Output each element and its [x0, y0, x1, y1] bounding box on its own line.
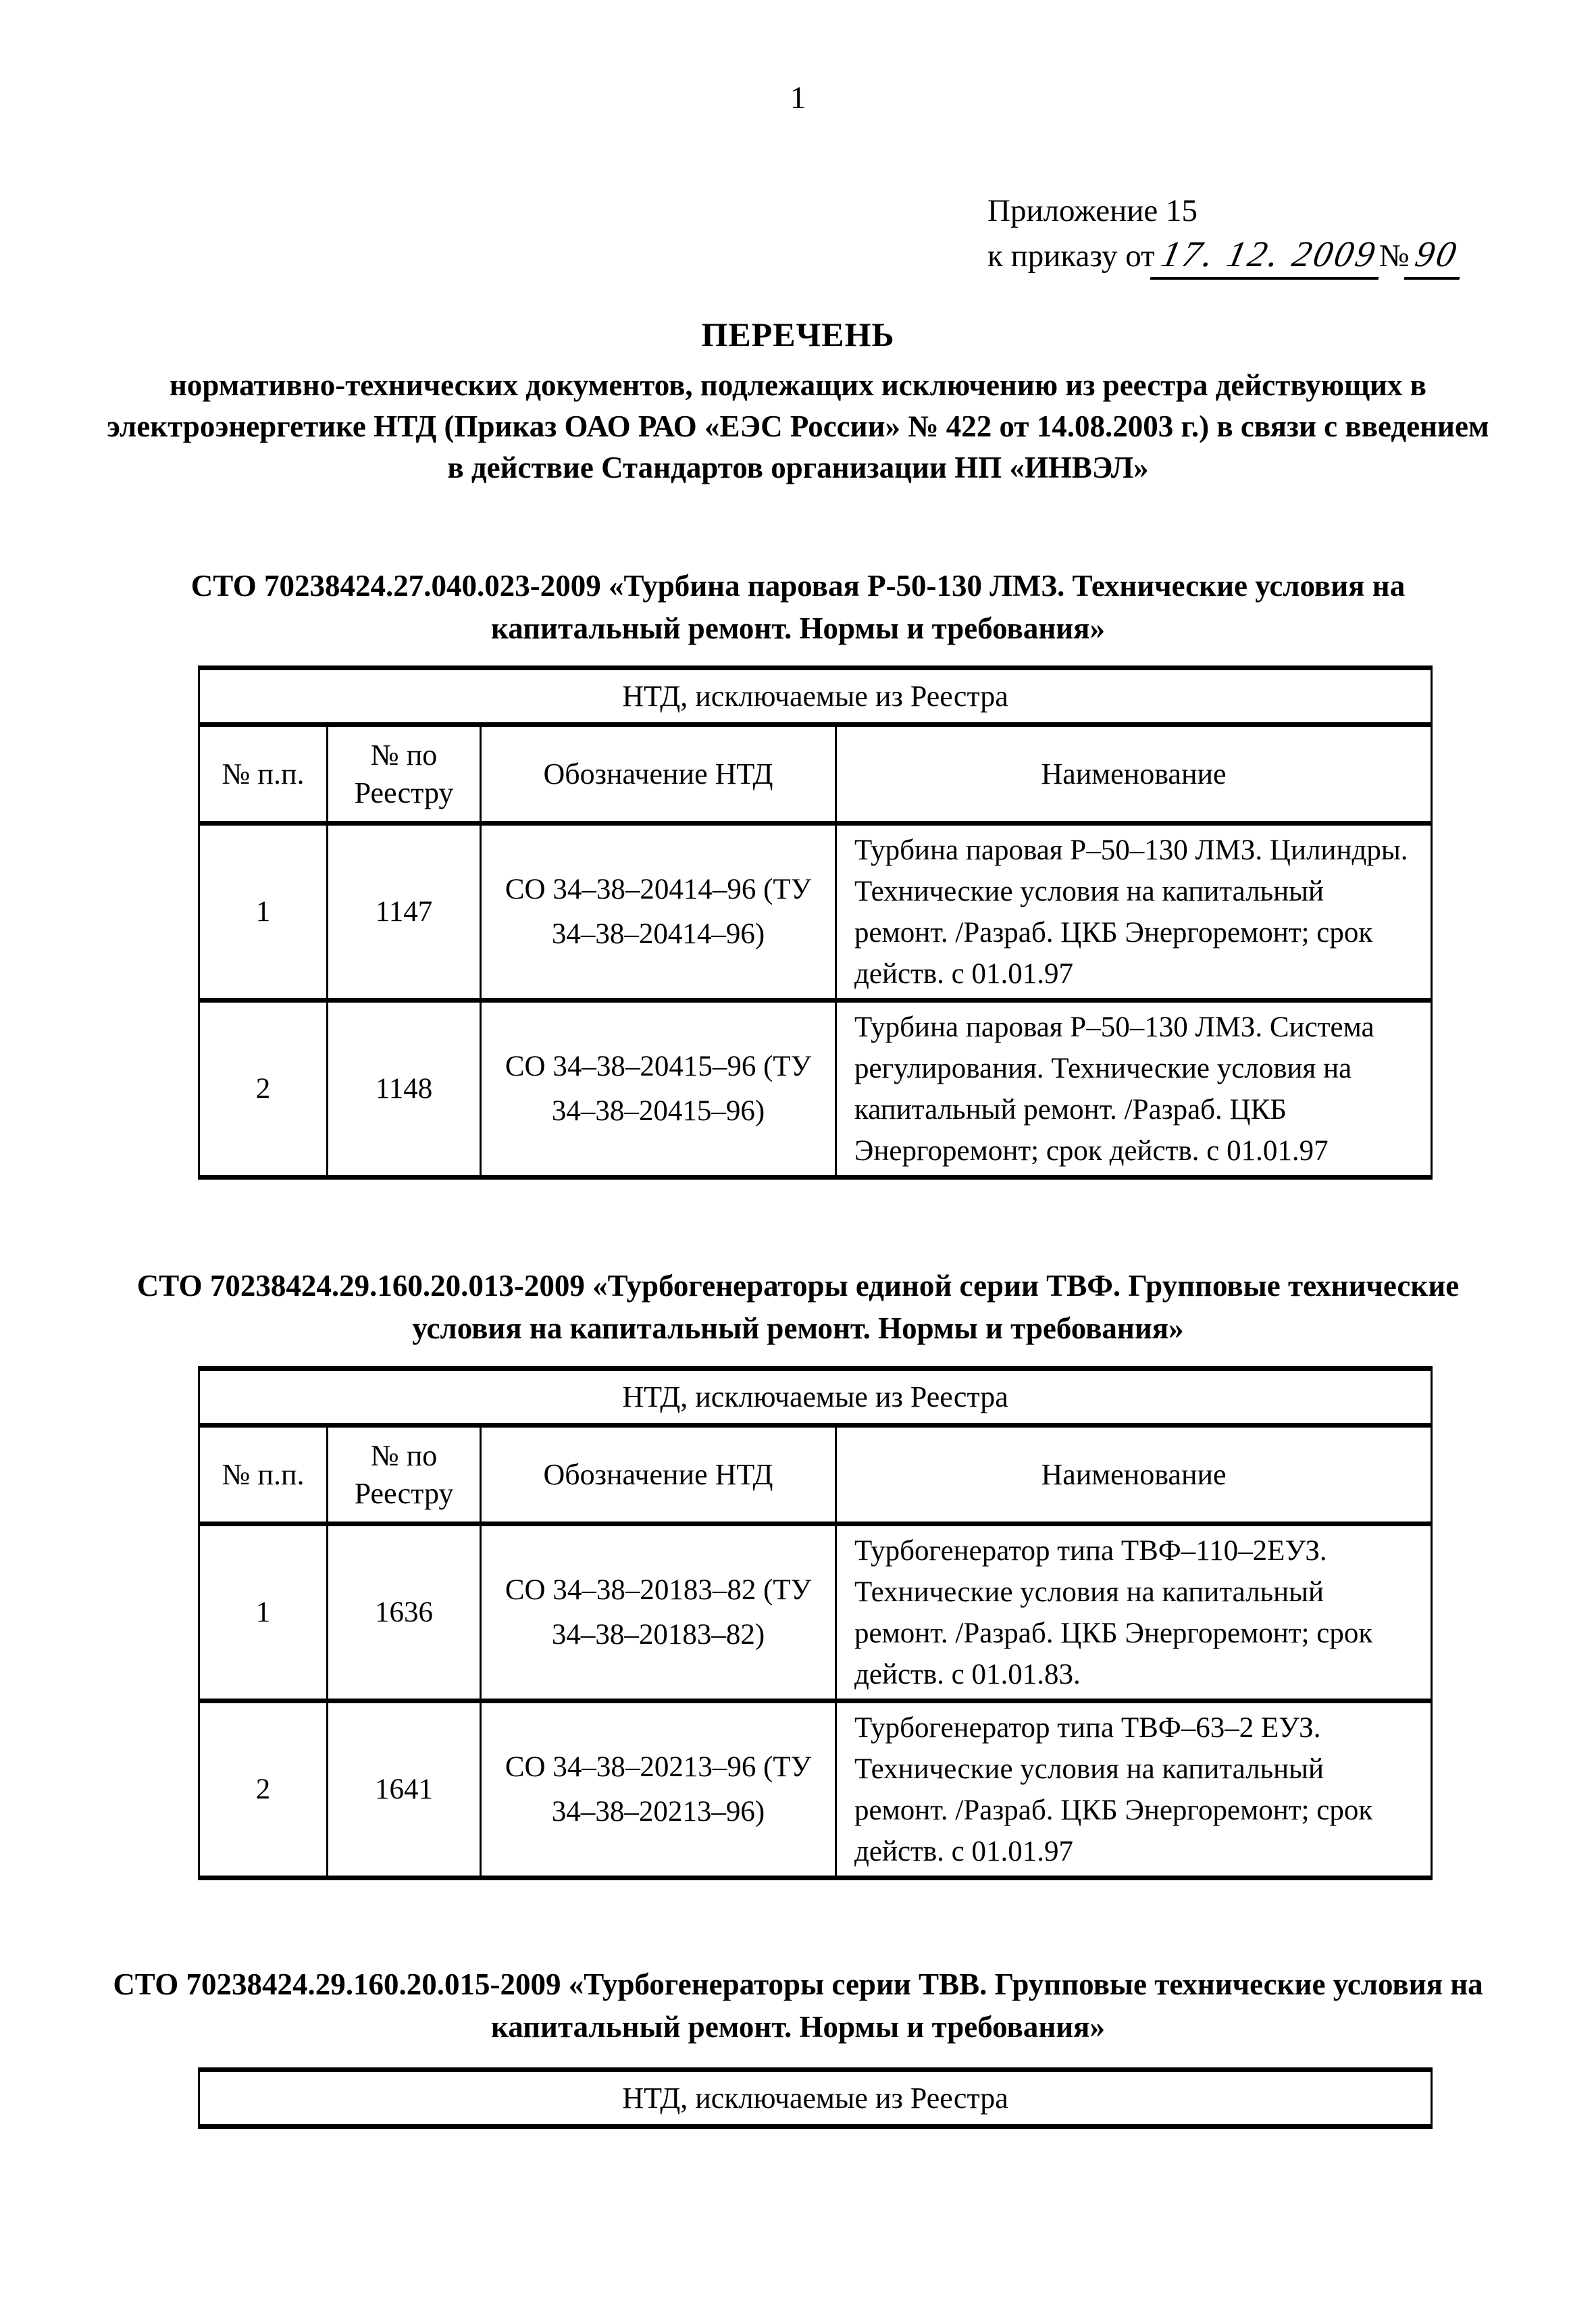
cell-designation: СО 34–38–20414–96 (ТУ 34–38–20414–96) [481, 824, 836, 1001]
annotation-line2 [987, 232, 1464, 280]
ntd-table-3 [198, 2067, 1433, 2129]
col-header-registry: № по Реестру [328, 725, 481, 824]
cell-name: Турбогенератор типа ТВФ–63–2 ЕУЗ. Технические условия на капитальный ремонт. /Разраб. ЦКБ Энергоремонт; срок действ. с 01.01.97 [836, 1701, 1432, 1878]
cell-name: Турбина паровая Р–50–130 ЛМЗ. Система регулирования. Технические условия на капитальный ремонт. /Разраб. ЦКБ Энергоремонт; срок действ. с 01.01.97 [836, 1001, 1432, 1178]
cell-num: 1 [199, 824, 328, 1001]
ntd-table-2 [198, 1366, 1433, 1880]
section-heading-2: СТО 70238424.29.160.20.013-2009 «Турбогенераторы единой серии ТВФ. Групповые технические условия на капитальный ремонт. Нормы и требования» [136, 1269, 1460, 1345]
col-header-num: № п.п. [199, 1426, 328, 1524]
col-header-designation: Обозначение НТД [481, 1426, 836, 1524]
table-row [199, 1524, 1432, 1701]
annotation-block [987, 189, 1464, 280]
cell-name: Турбогенератор типа ТВФ–110–2ЕУЗ. Технические условия на капитальный ремонт. /Разраб. ЦКБ Энергоремонт; срок действ. с 01.01.83. [836, 1524, 1432, 1701]
section-heading-3: СТО 70238424.29.160.20.015-2009 «Турбогенераторы серии ТВВ. Групповые технические условия на капитальный ремонт. Нормы и требования» [113, 1967, 1483, 2044]
table-row [199, 1701, 1432, 1878]
cell-designation: СО 34–38–20415–96 (ТУ 34–38–20415–96) [481, 1001, 836, 1178]
section-heading-1: СТО 70238424.27.040.023-2009 «Турбина паровая Р-50-130 ЛМЗ. Технические условия на капитальный ремонт. Нормы и требования» [190, 569, 1406, 645]
table-caption-row [199, 1369, 1432, 1426]
cell-num: 2 [199, 1701, 328, 1878]
col-header-num: № п.п. [199, 725, 328, 824]
table-row [199, 1001, 1432, 1178]
handwritten-date: 17. 12. 2009 [1150, 232, 1388, 280]
cell-name: Турбина паровая Р–50–130 ЛМЗ. Цилиндры. Технические условия на капитальный ремонт. /Разраб. ЦКБ Энергоремонт; срок действ. с 01.01.97 [836, 824, 1432, 1001]
cell-designation: СО 34–38–20213–96 (ТУ 34–38–20213–96) [481, 1701, 836, 1878]
col-header-registry: № по Реестру [328, 1426, 481, 1524]
cell-registry: 1636 [328, 1524, 481, 1701]
table-caption: НТД, исключаемые из Реестра [199, 668, 1432, 725]
table-caption: НТД, исключаемые из Реестра [199, 2070, 1432, 2127]
cell-num: 1 [199, 1524, 328, 1701]
col-header-name: Наименование [836, 1426, 1432, 1524]
col-header-name: Наименование [836, 725, 1432, 824]
annotation-prefix: к приказу от [987, 238, 1155, 274]
table-caption: НТД, исключаемые из Реестра [199, 1369, 1432, 1426]
handwritten-number: 90 [1404, 232, 1470, 280]
table-caption-row [199, 2070, 1432, 2127]
col-header-designation: Обозначение НТД [481, 725, 836, 824]
table-caption-row [199, 668, 1432, 725]
cell-designation: СО 34–38–20183–82 (ТУ 34–38–20183–82) [481, 1524, 836, 1701]
page-number: 1 [790, 80, 806, 116]
table-row [199, 824, 1432, 1001]
document-subtitle: нормативно-технических документов, подлежащих исключению из реестра действующих в электроэнергетике НТД (Приказ ОАО РАО «ЕЭС России» № 422 от 14.08.2003 г.) в связи с введением в действие Стандартов организации НП «ИНВЭЛ» [107, 368, 1489, 484]
cell-num: 2 [199, 1001, 328, 1178]
table-header-row [199, 725, 1432, 824]
cell-registry: 1147 [328, 824, 481, 1001]
ntd-table-1 [198, 665, 1433, 1180]
cell-registry: 1641 [328, 1701, 481, 1878]
numero-sign: № [1379, 238, 1410, 274]
document-title: ПЕРЕЧЕНЬ [701, 316, 895, 353]
annotation-line1: Приложение 15 [987, 193, 1198, 228]
cell-registry: 1148 [328, 1001, 481, 1178]
table-header-row [199, 1426, 1432, 1524]
